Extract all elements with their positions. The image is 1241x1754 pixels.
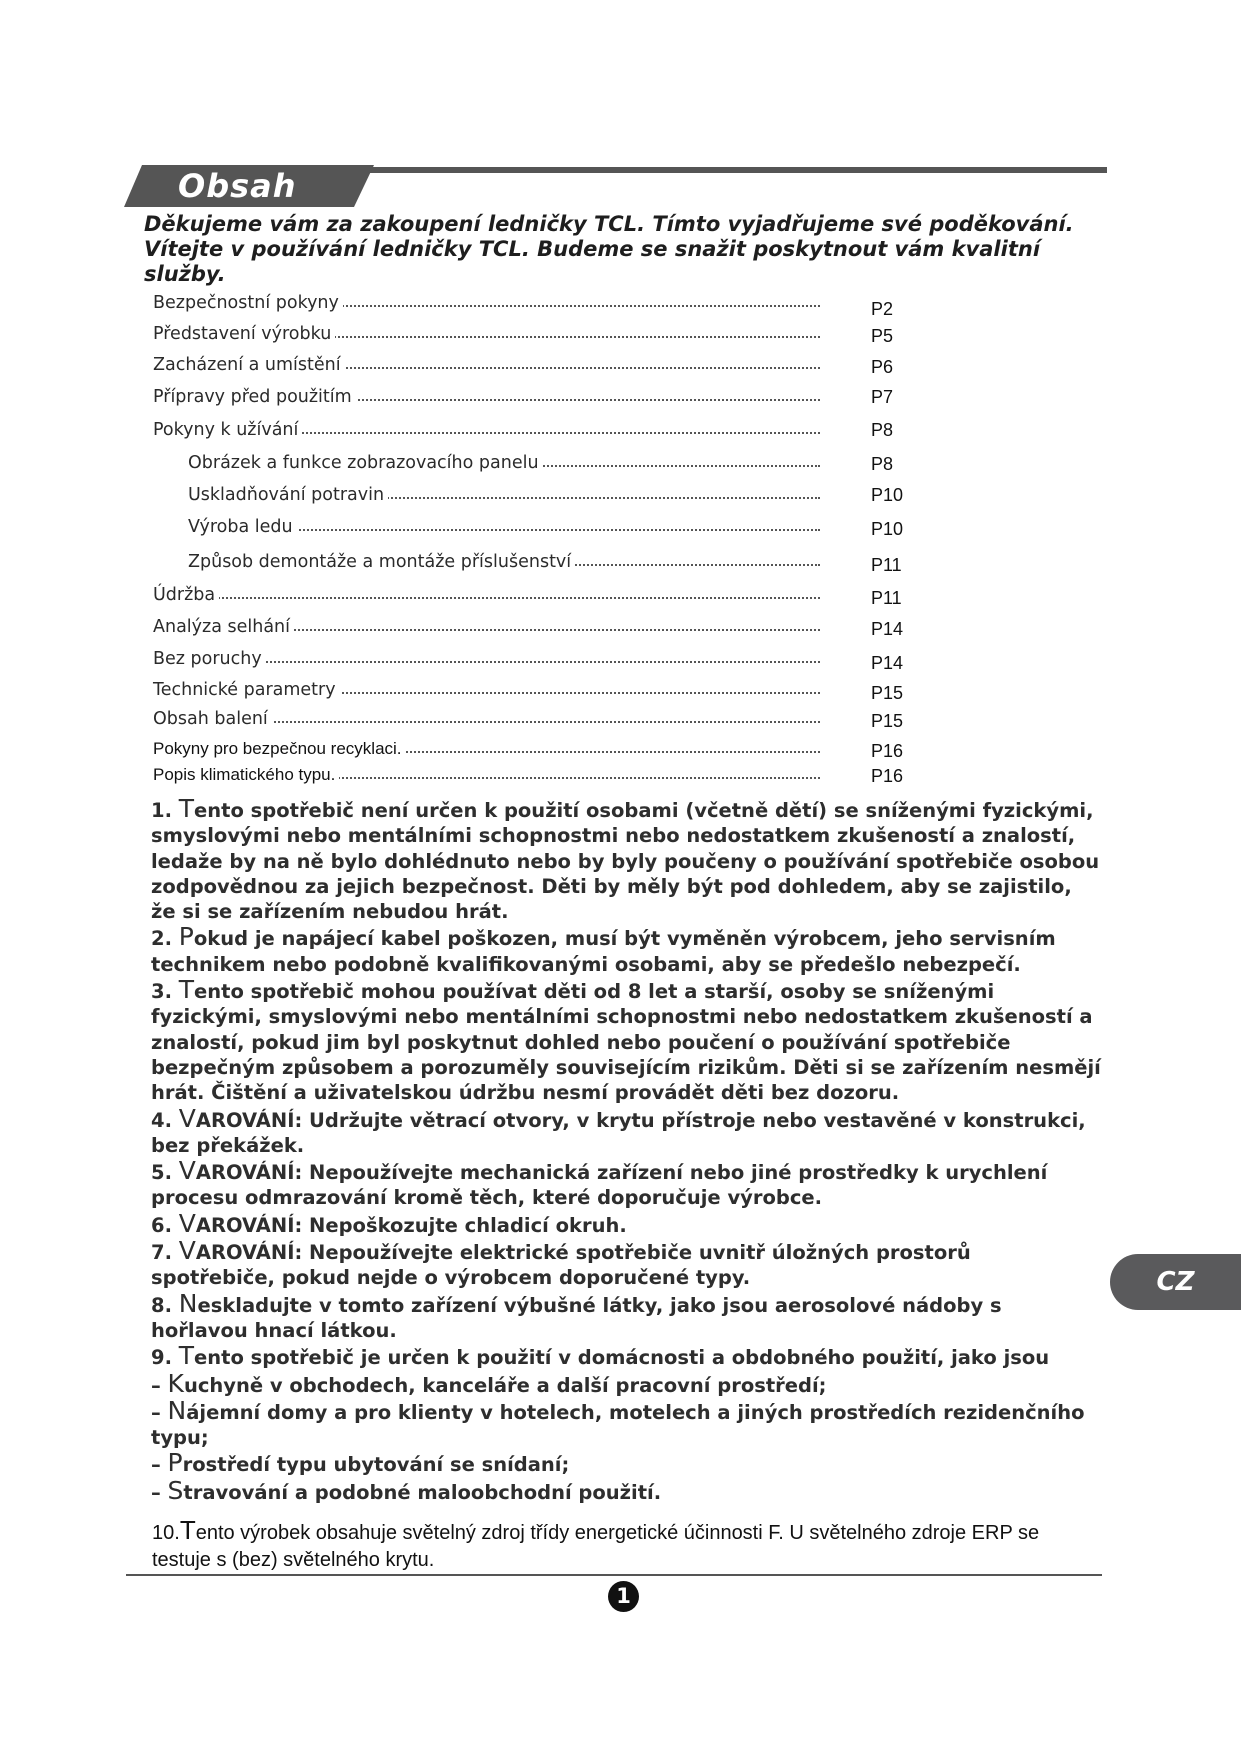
- intro-line-2: Vítejte v používání ledničky TCL. Budeme se snažit poskytnout vám kvalitní: [144, 237, 1041, 261]
- list-item: – Stravování a podobné maloobchodní použití.: [151, 1475, 662, 1505]
- toc-entry[interactable]: [153, 647, 820, 671]
- safety-items: [151, 796, 1101, 1505]
- toc-entry[interactable]: [153, 291, 820, 315]
- intro-text: [144, 212, 1084, 287]
- list-item: 5. VAROVÁNÍ: Nepoužívejte mechanická zařízení nebo jiné prostředky k urychlení procesu odmrazování kromě těch, které doporučuje výrobce.: [151, 1156, 1048, 1210]
- toc-entry-page: P10: [871, 485, 904, 505]
- toc-entry[interactable]: [153, 322, 820, 346]
- toc-entry-page: P5: [871, 326, 894, 346]
- toc-entry[interactable]: [188, 451, 820, 475]
- toc-entry-page: P8: [871, 420, 894, 440]
- toc-entry[interactable]: [188, 550, 820, 574]
- toc-entry-title: Bezpečnostní pokyny: [153, 291, 343, 315]
- toc-entry-page: P16: [871, 766, 904, 786]
- language-tab: CZ: [1110, 1254, 1241, 1310]
- footer-divider: [126, 1574, 1102, 1576]
- toc-entry-title: Technické parametry: [153, 678, 340, 702]
- list-item: – Nájemní domy a pro klienty v hotelech, motelech a jiných prostředích rezidenčního typu;: [151, 1395, 1085, 1450]
- toc-entry[interactable]: [188, 515, 820, 539]
- toc-entry[interactable]: [153, 707, 820, 731]
- list-item: 3. Tento spotřebič mohou používat děti od 8 let a starší, osoby se sníženými fyzickými, smyslovými nebo mentálními schopnostmi nebo nedostatkem zkušeností a znalostí, pokud jim byl poskytnut dohled nebo poučení o používání spotřebiče bezpečným způsobem a porozuměly souvisejícím rizikům. Děti si se zařízením nesmějí hrát. Čištění a uživatelskou údržbu nesmí provádět děti bez dozoru.: [151, 975, 1101, 1105]
- list-item: – Prostředí typu ubytování se snídaní;: [151, 1448, 570, 1478]
- toc-entry-page: P6: [871, 357, 894, 377]
- toc-entry-page: P2: [871, 299, 894, 319]
- toc-entry[interactable]: [153, 583, 820, 607]
- toc-entry-title: Obsah balení: [153, 707, 272, 731]
- toc-entry-title: Pokyny pro bezpečnou recyklaci.: [153, 737, 406, 761]
- list-item: 6. VAROVÁNÍ: Nepoškozujte chladicí okruh.: [151, 1208, 627, 1238]
- toc-entry-title: Popis klimatického typu.: [153, 763, 339, 787]
- list-item: 9. Tento spotřebič je určen k použití v domácnosti a obdobného použití, jako jsou: [151, 1341, 1050, 1371]
- page-title: Obsah: [178, 167, 297, 205]
- toc-entry-page: P16: [871, 741, 904, 761]
- toc-entry[interactable]: [188, 483, 820, 507]
- list-item-10: 10.Tento výrobek obsahuje světelný zdroj třídy energetické účinnosti F. U světelného zdroje ERP se testuje s (bez) světelného krytu.: [152, 1515, 1040, 1571]
- toc-entry-page: P11: [871, 588, 902, 608]
- toc-entry-page: P10: [871, 519, 904, 539]
- toc-entry[interactable]: [153, 678, 820, 702]
- toc-entry[interactable]: [153, 385, 820, 409]
- toc-entry-page: P15: [871, 711, 904, 731]
- toc-entry[interactable]: [153, 737, 820, 761]
- toc-entry-title: Údržba: [153, 583, 219, 607]
- list-item: – Kuchyně v obchodech, kanceláře a další pracovní prostředí;: [151, 1368, 827, 1398]
- toc-entry[interactable]: [153, 353, 820, 377]
- toc-entry-title: Výroba ledu: [188, 515, 297, 539]
- toc-leader: [153, 597, 820, 599]
- page-number-badge: 1: [608, 1581, 639, 1612]
- intro-line-1: Děkujeme vám za zakoupení ledničky TCL. Tímto vyjadřujeme své poděkování.: [144, 212, 1074, 236]
- toc-entry-page: P14: [871, 619, 904, 639]
- list-item: 8. Neskladujte v tomto zařízení výbušné látky, jako jsou aerosolové nádoby s hořlavou hnací látkou.: [151, 1288, 1002, 1342]
- toc-entry-title: Zacházení a umístění: [153, 353, 345, 377]
- toc-entry-title: Analýza selhání: [153, 615, 294, 639]
- toc-entry-page: P14: [871, 653, 904, 673]
- toc-entry-title: Způsob demontáže a montáže příslušenství: [188, 550, 575, 574]
- toc-entry-title: Přípravy před použitím: [153, 385, 356, 409]
- list-item: 4. VAROVÁNÍ: Udržujte větrací otvory, v krytu přístroje nebo vestavěné v konstrukci, bez překážek.: [151, 1103, 1086, 1157]
- toc-entry-page: P8: [871, 454, 894, 474]
- toc-entry[interactable]: [153, 615, 820, 639]
- toc-entry-page: P15: [871, 683, 904, 703]
- toc-entry-title: Pokyny k užívání: [153, 418, 302, 442]
- toc-entry[interactable]: [153, 418, 820, 442]
- toc-entry-title: Představení výrobku: [153, 322, 335, 346]
- toc-entry[interactable]: [153, 763, 820, 787]
- list-item: 2. Pokud je napájecí kabel poškozen, musí být vyměněn výrobcem, jeho servisním technikem nebo podobně kvalifikovanými osobami, aby se předešlo nebezpečí.: [151, 922, 1056, 976]
- intro-line-3: služby.: [144, 262, 226, 286]
- toc-entry-page: P7: [871, 387, 894, 407]
- toc-entry-page: P11: [871, 555, 902, 575]
- list-item: 7. VAROVÁNÍ: Nepoužívejte elektrické spotřebiče uvnitř úložných prostorů spotřebiče, pokud nejde o výrobcem doporučené typy.: [151, 1236, 971, 1290]
- toc-entry-title: Uskladňování potravin: [188, 483, 388, 507]
- section-header: [124, 165, 1107, 207]
- toc-entry-title: Obrázek a funkce zobrazovacího panelu: [188, 451, 543, 475]
- toc-entry-title: Bez poruchy: [153, 647, 266, 671]
- list-item: 1. Tento spotřebič není určen k použití osobami (včetně dětí) se sníženými fyzickými, smyslovými nebo mentálními schopnostmi nebo nedostatkem zkušeností a znalostí, ledaže by na ně bylo dohlédnuto nebo by byly poučeny o používání spotřebiče osobou zodpovědnou za jejich bezpečnost. Děti by měly být pod dohledem, aby se zajistilo, že si se zařízením nebudou hrát.: [151, 794, 1100, 924]
